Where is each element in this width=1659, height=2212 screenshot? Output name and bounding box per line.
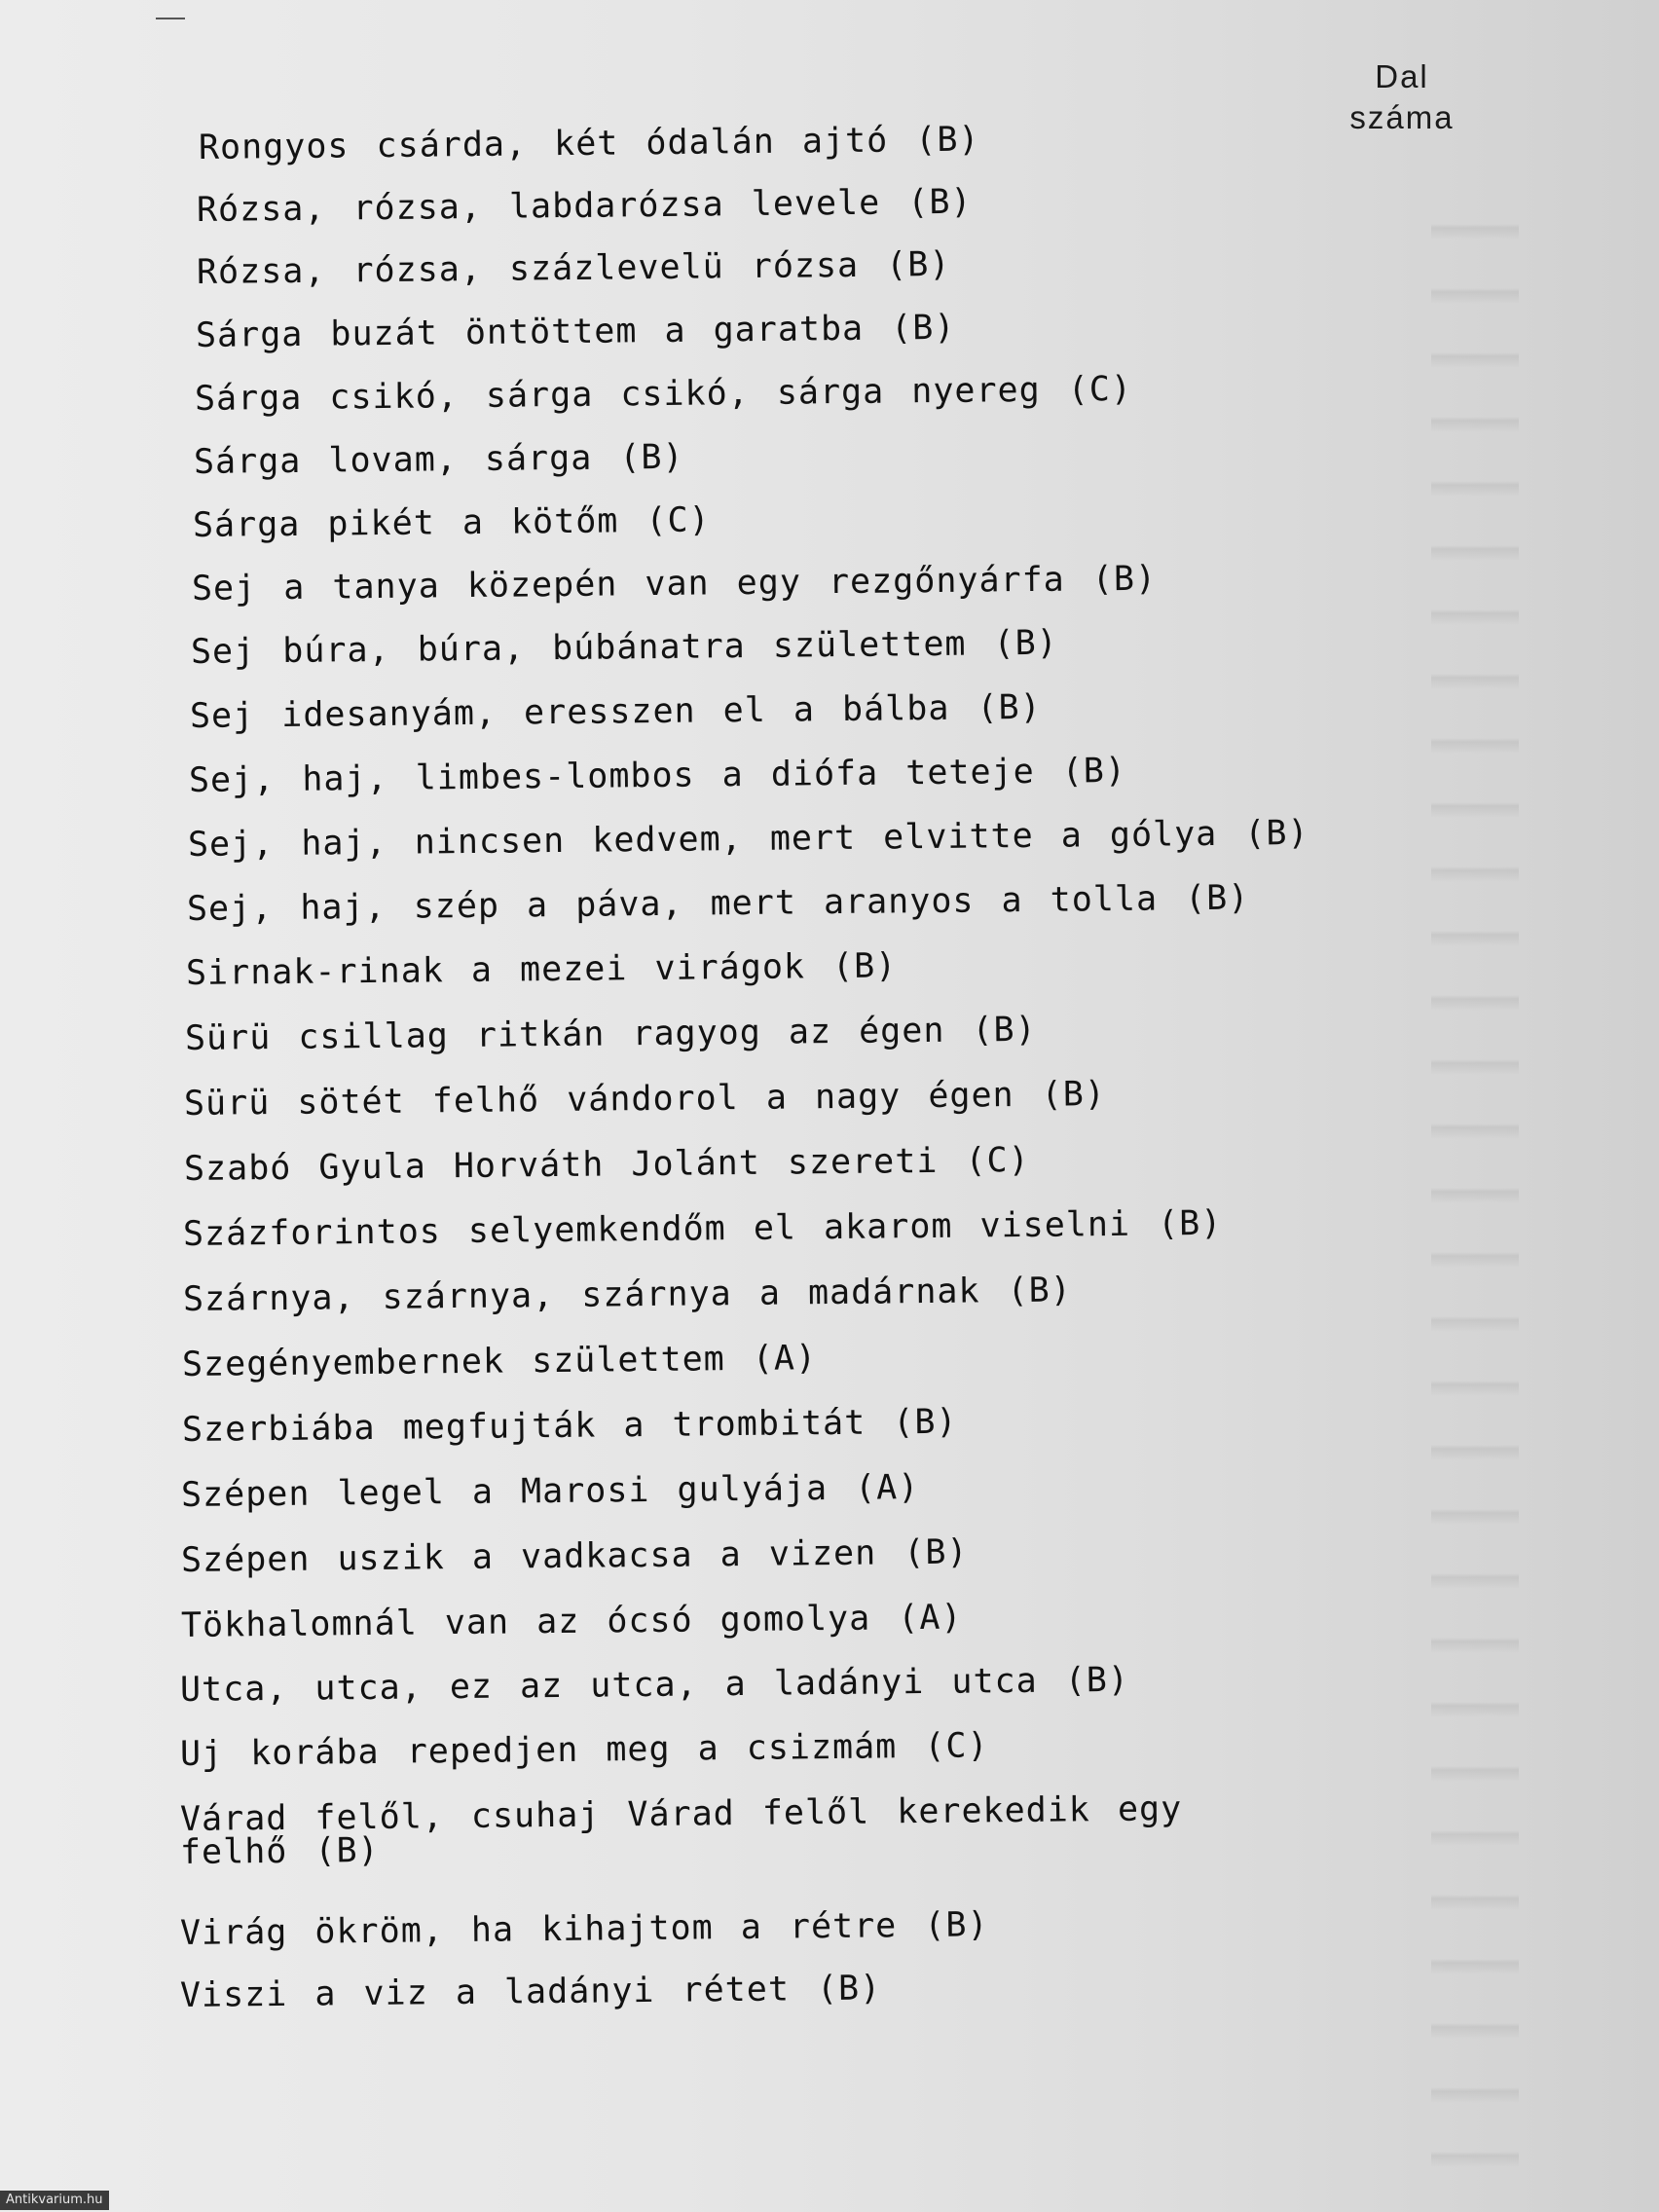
- song-entry: Szépen uszik a vadkacsa a vizen (B): [180, 1532, 969, 1580]
- song-entry: Virág ökröm, ha kihajtom a rétre (B): [179, 1905, 989, 1953]
- song-entry: Viszi a viz a ladányi rétet (B): [179, 1969, 882, 2015]
- song-entry: Rózsa, rózsa, százlevelü rózsa (B): [196, 244, 951, 292]
- song-entry: Utca, utca, ez az utca, a ladányi utca (B): [179, 1660, 1130, 1710]
- song-entry: Sirnak-rinak a mezei virágok (B): [185, 946, 898, 993]
- song-entry: Sürü csillag ritkán ragyog az égen (B): [184, 1010, 1037, 1058]
- song-entry-continuation: felhő (B): [179, 1830, 380, 1872]
- song-entry: Uj korába repedjen meg a csizmám (C): [179, 1726, 989, 1774]
- song-entry: Sej a tanya közepén van egy rezgőnyárfa (B): [191, 559, 1158, 608]
- song-entry: Sárga buzát öntöttem a garatba (B): [195, 308, 956, 355]
- song-entry: Várad felől, csuhaj Várad felől kerekedik egy: [179, 1789, 1183, 1839]
- song-entry: Szépen legel a Marosi gulyája (A): [180, 1468, 920, 1515]
- header-line-2: száma: [1349, 99, 1455, 135]
- watermark-label: Antikvarium.hu: [0, 2191, 109, 2210]
- song-entry: Sej, haj, nincsen kedvem, mert elvitte a gólya (B): [187, 813, 1309, 865]
- song-entry: Sárga pikét a kötőm (C): [192, 500, 711, 545]
- song-entry: Százforintos selyemkendőm el akarom viselni (B): [182, 1203, 1223, 1254]
- song-entry: Szerbiába megfujták a trombitát (B): [181, 1402, 958, 1450]
- song-entry: Tökhalomnál van az ócsó gomolya (A): [180, 1598, 963, 1645]
- song-entry: Sárga csikó, sárga csikó, sárga nyereg (C): [194, 369, 1133, 419]
- song-entry: Sürü sötét felhő vándorol a nagy égen (B): [183, 1075, 1107, 1124]
- song-entry: Szárnya, szárnya, szárnya a madárnak (B): [182, 1271, 1073, 1319]
- song-entry: Sárga lovam, sárga (B): [193, 437, 684, 482]
- song-entry: Sej, haj, limbes-lombos a diófa teteje (B): [188, 751, 1127, 800]
- song-entry: Sej búra, búra, búbánatra születtem (B): [190, 623, 1058, 672]
- song-entry: Rongyos csárda, két ódalán ajtó (B): [198, 120, 980, 167]
- song-entry: Sej, haj, szép a páva, mert aranyos a tolla (B): [186, 878, 1250, 929]
- song-entry: Rózsa, rózsa, labdarózsa levele (B): [196, 182, 973, 230]
- song-entry: Szegényembernek születtem (A): [181, 1339, 818, 1384]
- song-entry: Szabó Gyula Horváth Jolánt szereti (C): [183, 1140, 1030, 1189]
- song-entry: Sej idesanyám, eresszen el a bálba (B): [189, 687, 1042, 736]
- header-line-1: Dal: [1375, 58, 1429, 94]
